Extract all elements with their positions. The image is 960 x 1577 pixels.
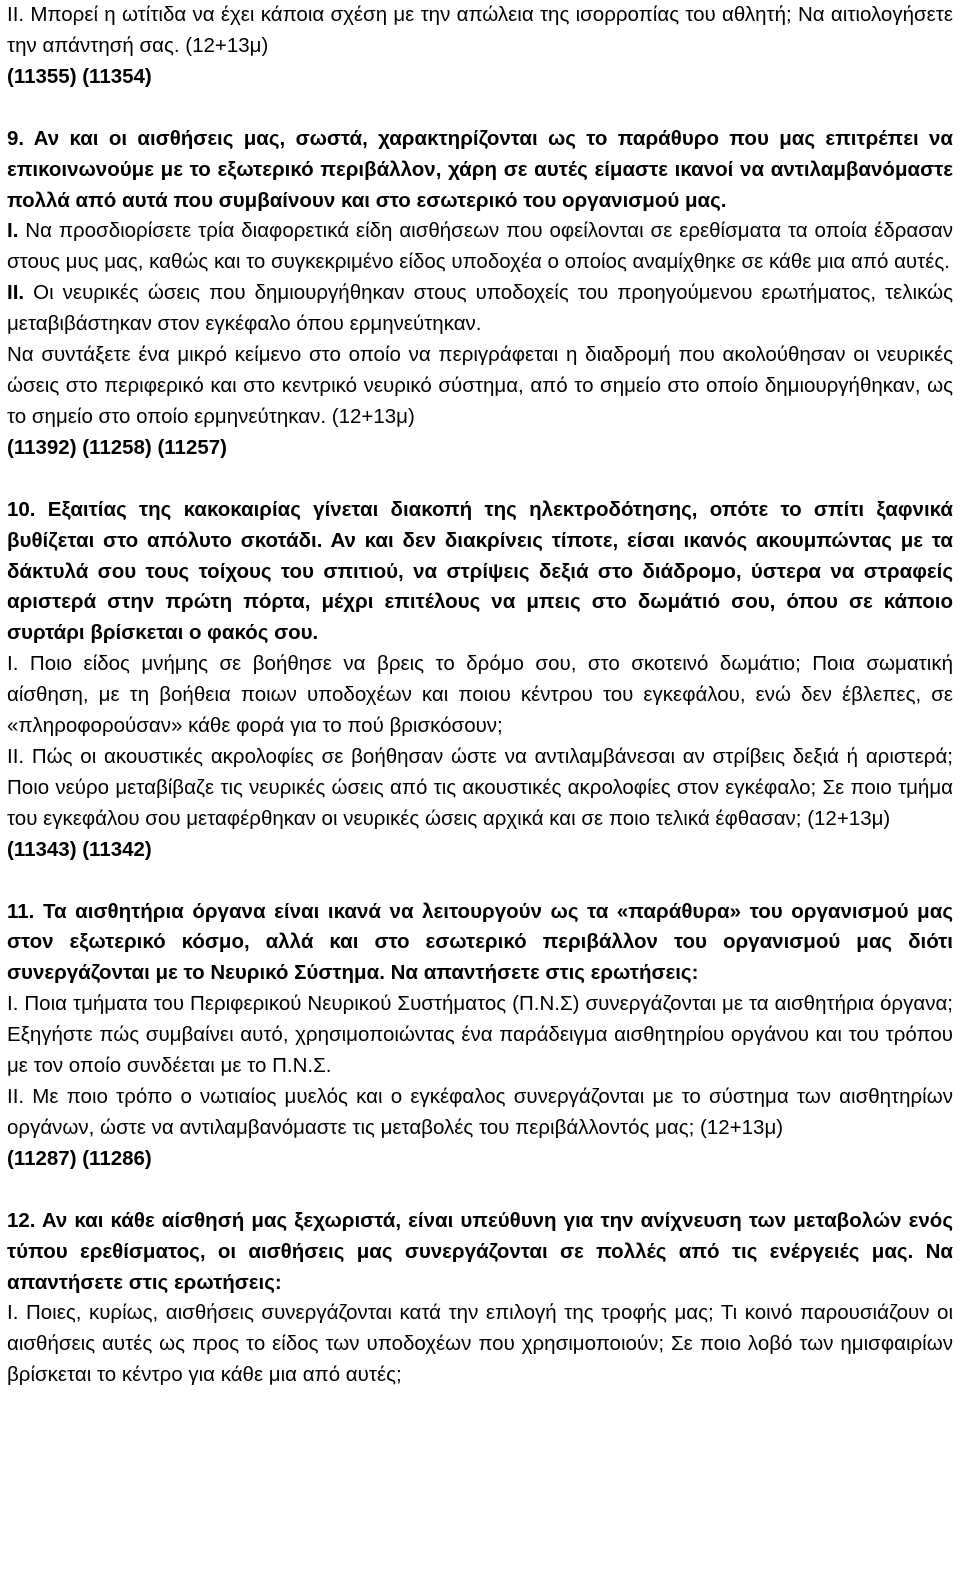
- q12-stem: 12. Αν και κάθε αίσθησή μας ξεχωριστά, είναι υπεύθυνη για την ανίχνευση των μεταβολών ενός τύπου ερεθίσματος, οι αισθήσεις μας συνεργάζονται σε πολλές από τις ενέργειές μας. Να απαντήσετε στις ερωτήσεις:: [7, 1208, 953, 1294]
- q9-question-codes: (11392) (11258) (11257): [7, 435, 227, 459]
- q9-sub2-text: Οι νευρικές ώσεις που δημιουργήθηκαν στους υποδοχείς του προηγούμενου ερωτήματος, τελικώς μεταβιβάστηκαν στον εγκέφαλο όπου ερμηνεύτηκαν.: [7, 281, 953, 336]
- q9-stem: 9. Αν και οι αισθήσεις μας, σωστά, χαρακτηρίζονται ως το παράθυρο που μας επιτρέπει να επικοινωνούμε με το εξωτερικό περιβάλλον, χάρη σε αυτές είμαστε ικανοί να αντιλαμβανόμαστε πολλά από αυτά που συμβαίνουν και στο εσωτερικό του οργανισμού μας.: [7, 126, 953, 212]
- q9-subquestion-2: [7, 278, 953, 340]
- q10-question-codes: (11343) (11342): [7, 837, 152, 861]
- q8-question-codes: (11355) (11354): [7, 64, 152, 88]
- q9-subquestion-1: [7, 216, 953, 278]
- q10-stem: 10. Εξαιτίας της κακοκαιρίας γίνεται διακοπή της ηλεκτροδότησης, οπότε το σπίτι ξαφνικά βυθίζεται στο απόλυτο σκοτάδι. Αν και δεν διακρίνεις τίποτε, είσαι ικανός ακουμπώντας με τα δάκτυλά σου τους τοίχους του σπιτιού, να στρίψεις δεξιά στο διάδρομο, ύστερα να στραφείς αριστερά στην πρώτη πόρτα, μέχρι επιτέλους να μπεις στο δωμάτιό σου, όπου σε κάποιο συρτάρι βρίσκεται ο φακός σου.: [7, 497, 953, 645]
- spacer: [7, 866, 953, 897]
- spacer: [7, 1175, 953, 1206]
- q9-sub1-label: I.: [7, 219, 19, 243]
- q9-sub2-label: II.: [7, 281, 25, 305]
- q9-sub1-text: Να προσδιορίσετε τρία διαφορετικά είδη αισθήσεων που οφείλονται σε ερεθίσματα τα οποία έδρασαν στους μυς μας, καθώς και το συγκεκριμένο είδος υποδοχέα ο οποίος αναμίχθηκε σε κάθε μια από αυτές.: [7, 219, 953, 274]
- q9-subquestion-2-continued: Να συντάξετε ένα μικρό κείμενο στο οποίο να περιγράφεται η διαδρομή που ακολούθησαν οι νευρικές ώσεις στο περιφερικό και στο κεντρικό νευρικό σύστημα, από το σημείο στο οποίο δημιουργήθηκαν, ως το σημείο στο οποίο ερμηνεύτηκαν. (12+13μ): [7, 343, 953, 428]
- spacer: [7, 93, 953, 124]
- q11-subquestion-2: II. Με ποιο τρόπο ο νωτιαίος μυελός και ο εγκέφαλος συνεργάζονται με το σύστημα των αισθητηρίων οργάνων, ώστε να αντιλαμβανόμαστε τις μεταβολές του περιβάλλοντός μας; (12+13μ): [7, 1085, 953, 1139]
- q12-subquestion-1: I. Ποιες, κυρίως, αισθήσεις συνεργάζονται κατά την επιλογή της τροφής μας; Τι κοινό παρουσιάζουν οι αισθήσεις αυτές ως προς το είδος των υποδοχέων που χρησιμοποιούν; Σε ποιο λοβό των ημισφαιρίων βρίσκεται το κέντρο για κάθε μια από αυτές;: [7, 1301, 953, 1387]
- q10-subquestion-1: I. Ποιο είδος μνήμης σε βοήθησε να βρεις το δρόμο σου, στο σκοτεινό δωμάτιο; Ποια σωματική αίσθηση, με τη βοήθεια ποιων υποδοχέων και ποιου κέντρου του εγκεφάλου, ενώ δεν έβλεπες, σε «πληροφορούσαν» κάθε φορά για το πού βρισκόσουν;: [7, 652, 953, 738]
- exam-questions-page: [7, 0, 953, 1391]
- q10-subquestion-2: II. Πώς οι ακουστικές ακρολοφίες σε βοήθησαν ώστε να αντιλαμβάνεσαι αν στρίβεις δεξιά ή αριστερά; Ποιο νεύρο μεταβίβαζε τις νευρικές ώσεις από τις ακουστικές ακρολοφίες στον εγκέφαλο; Σε ποιο τμήμα του εγκεφάλου σου μεταφέρθηκαν οι νευρικές ώσεις αρχικά και σε ποιο τελικά έφθασαν; (12+13μ): [7, 744, 953, 830]
- q11-subquestion-1: I. Ποια τμήματα του Περιφερικού Νευρικού Συστήματος (Π.Ν.Σ) συνεργάζονται με τα αισθητήρια όργανα; Εξηγήστε πώς συμβαίνει αυτό, χρησιμοποιώντας ένα παράδειγμα αισθητηρίου οργάνου και του τρόπου με τον οποίο συνδέεται με το Π.Ν.Σ.: [7, 992, 953, 1078]
- q11-stem: 11. Τα αισθητήρια όργανα είναι ικανά να λειτουργούν ως τα «παράθυρα» του οργανισμού μας στον εξωτερικό κόσμο, αλλά και στο εσωτερικό περιβάλλον του οργανισμού μας διότι συνεργάζονται με το Νευρικό Σύστημα. Να απαντήσετε στις ερωτήσεις:: [7, 899, 953, 985]
- spacer: [7, 464, 953, 495]
- q11-question-codes: (11287) (11286): [7, 1146, 152, 1170]
- q8-subquestion-2: II. Μπορεί η ωτίτιδα να έχει κάποια σχέση με την απώλεια της ισορροπίας του αθλητή; Να αιτιολογήσετε την απάντησή σας. (12+13μ): [7, 3, 953, 57]
